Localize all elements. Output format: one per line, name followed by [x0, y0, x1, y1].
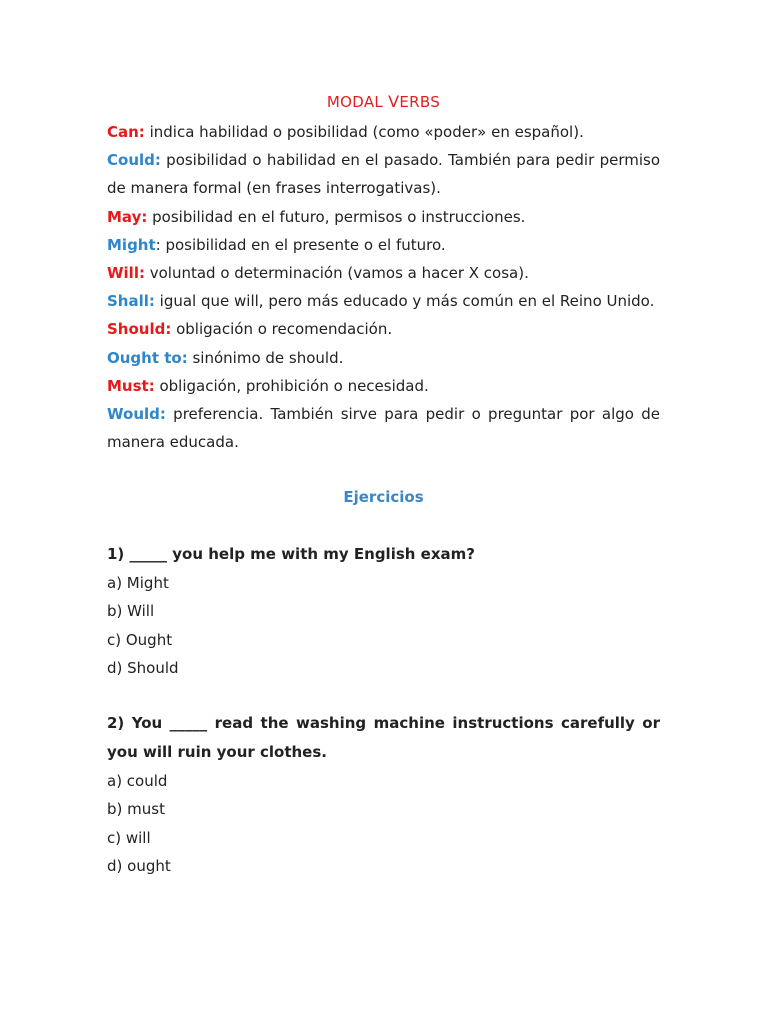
definition-text: obligación o recomendación.: [171, 320, 393, 339]
answer-option[interactable]: c) will: [107, 828, 151, 847]
term-shall: Shall:: [107, 292, 155, 311]
exercises-heading: Ejercicios: [343, 488, 424, 506]
definition-text: obligación, prohibición o necesidad.: [154, 376, 429, 395]
definition-might: [107, 231, 660, 259]
definition-shall: [107, 287, 660, 315]
answer-option[interactable]: a) Might: [107, 574, 169, 592]
answer-option[interactable]: d) Should: [107, 658, 179, 677]
definition-text: igual que will, pero más educado y más común en el Reino Unido.: [154, 292, 655, 311]
term-would: Would:: [107, 405, 166, 424]
term-can: Can:: [107, 123, 145, 141]
term-should: Should:: [107, 320, 172, 339]
answer-option[interactable]: b) must: [107, 800, 165, 819]
definition-text: posibilidad o habilidad en el pasado. También para pedir permiso de manera formal (en frases interrogativas).: [107, 151, 660, 198]
definition-text: posibilidad en el futuro, permisos o instrucciones.: [147, 207, 526, 226]
definition-would: [107, 400, 660, 456]
title-part-v: V: [388, 92, 400, 111]
question-text: 2) You _____ read the washing machine instructions carefully or you will ruin your clothes.: [107, 714, 660, 761]
term-could: Could:: [107, 151, 161, 170]
definition-text: : posibilidad en el presente o el futuro.: [155, 235, 446, 254]
modal-verb-definitions: [107, 118, 660, 456]
question-1: [107, 540, 660, 682]
definition-ought-to: [107, 344, 660, 372]
answer-option[interactable]: b) Will: [107, 602, 155, 621]
answer-option[interactable]: a) could: [107, 772, 168, 790]
definition-could: [107, 146, 660, 202]
page-title: [107, 92, 660, 112]
term-ought-to: Ought to:: [107, 348, 188, 367]
definition-should: [107, 315, 660, 343]
document-page: [107, 0, 660, 1024]
definition-text: preferencia. También sirve para pedir o preguntar por algo de manera educada.: [107, 405, 660, 452]
term-might: Might: [107, 235, 156, 254]
question-2: [107, 709, 660, 880]
answer-option[interactable]: d) ought: [107, 856, 171, 875]
definition-text: voluntad o determinación (vamos a hacer X cosa).: [144, 264, 529, 283]
term-will: Will:: [107, 264, 145, 283]
definition-text: sinónimo de should.: [187, 348, 344, 367]
definition-may: [107, 203, 660, 231]
term-must: Must:: [107, 376, 155, 395]
definition-text: indica habilidad o posibilidad (como «poder» en español).: [144, 123, 584, 141]
definition-can: [107, 118, 660, 146]
definition-must: [107, 372, 660, 400]
title-part-erbs: ERBS: [399, 93, 441, 111]
title-part-modal: MODAL: [326, 93, 389, 111]
question-text: 1) _____ you help me with my English exam?: [107, 545, 475, 563]
definition-will: [107, 259, 660, 287]
term-may: May:: [107, 207, 148, 226]
answer-option[interactable]: c) Ought: [107, 630, 173, 649]
